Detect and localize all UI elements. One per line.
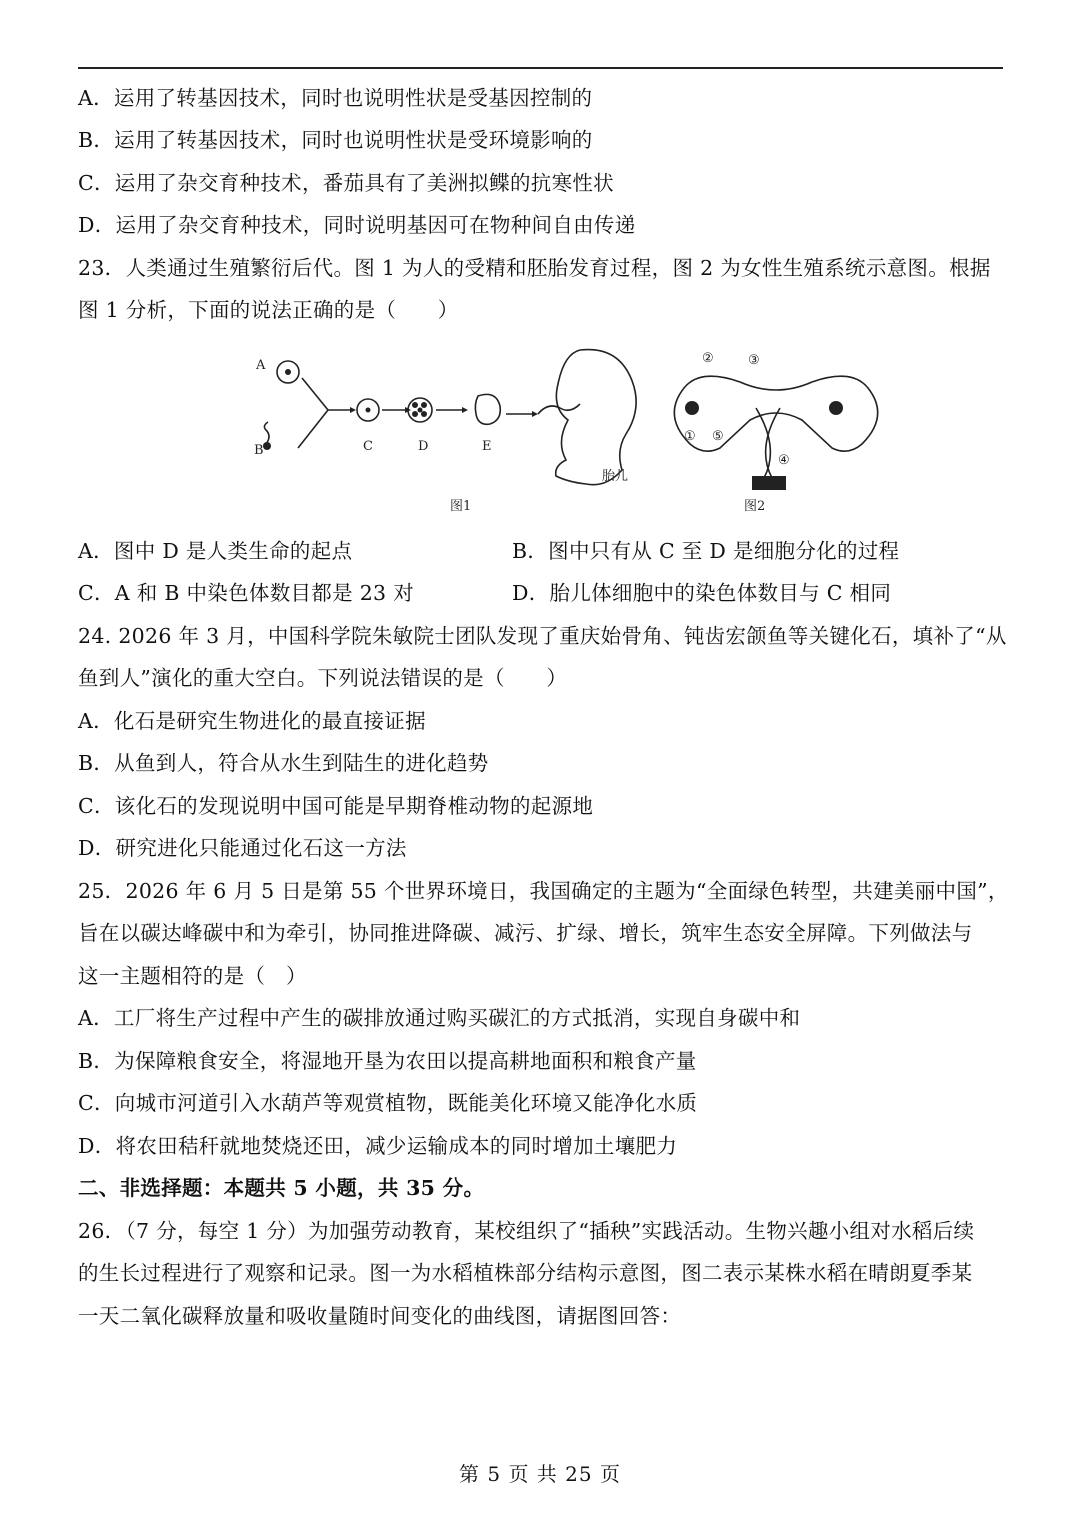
marker-1: ①	[684, 429, 696, 444]
q23-option-b: B．图中只有从 C 至 D 是细胞分化的过程	[512, 539, 900, 563]
label-a: A	[256, 358, 266, 373]
label-d: D	[418, 439, 429, 454]
q25-option-a: A．工厂将生产过程中产生的碳排放通过购买碳汇的方式抵消，实现自身碳中和	[78, 1006, 801, 1030]
section2-heading: 二、非选择题：本题共 5 小题，共 35 分。	[78, 1176, 485, 1200]
marker-4: ④	[778, 453, 790, 468]
q25-stem-line2: 旨在以碳达峰碳中和为牵引，协同推进降碳、减污、扩绿、增长，筑牢生态安全屏障。下列做法与	[78, 921, 973, 945]
q24-option-a: A．化石是研究生物进化的最直接证据	[78, 709, 426, 733]
label-e: E	[482, 439, 492, 454]
q26-stem-line2: 的生长过程进行了观察和记录。图一为水稻植株部分结构示意图，图二表示某株水稻在晴朗夏季某	[78, 1261, 973, 1285]
q26-stem-line1: 26．（7 分，每空 1 分）为加强劳动教育，某校组织了“插秧”实践活动。生物兴趣小组对水稻后续	[78, 1219, 975, 1243]
q24-stem-line2: 鱼到人”演化的重大空白。下列说法错误的是（ ）	[78, 666, 568, 690]
q24-option-b: B．从鱼到人，符合从水生到陆生的进化趋势	[78, 751, 489, 775]
marker-5: ⑤	[712, 429, 724, 444]
q25-option-b: B．为保障粮食安全，将湿地开垦为农田以提高耕地面积和粮食产量	[78, 1049, 697, 1073]
q25-stem-line1: 25．2026 年 6 月 5 日是第 55 个世界环境日，我国确定的主题为“全面绿色转型，共建美丽中国”，	[78, 879, 1009, 903]
q23-stem-line2: 图 1 分析，下面的说法正确的是（ ）	[78, 298, 459, 322]
q22-option-d: D．运用了杂交育种技术，同时说明基因可在物种间自由传递	[78, 213, 636, 237]
q23-option-c: C．A 和 B 中染色体数目都是 23 对	[78, 581, 415, 605]
q25-stem-line3: 这一主题相符的是（ ）	[78, 964, 307, 988]
q22-option-c: C．运用了杂交育种技术，番茄具有了美洲拟鲽的抗寒性状	[78, 171, 614, 195]
q24-stem-line1: 24. 2026 年 3 月，中国科学院朱敏院士团队发现了重庆始骨角、钝齿宏颌鱼等关键化石，填补了“从	[78, 624, 1007, 648]
label-c: C	[363, 439, 373, 454]
q25-option-c: C．向城市河道引入水葫芦等观赏植物，既能美化环境又能净化水质	[78, 1091, 698, 1115]
label-b: B	[254, 443, 264, 458]
q22-option-a: A．运用了转基因技术，同时也说明性状是受基因控制的	[78, 86, 593, 110]
uterus-cervix	[756, 408, 780, 486]
fetus-outline	[556, 350, 636, 485]
q23-option-d: D．胎儿体细胞中的染色体数目与 C 相同	[512, 581, 892, 605]
header-rule	[78, 67, 1003, 69]
embryo-e	[475, 394, 500, 424]
q24-option-d: D．研究进化只能通过化石这一方法	[78, 836, 407, 860]
q22-option-b: B．运用了转基因技术，同时也说明性状是受环境影响的	[78, 128, 593, 152]
q25-option-d: D．将农田秸秆就地焚烧还田，减少运输成本的同时增加土壤肥力	[78, 1134, 678, 1158]
figure1-caption: 图1	[450, 499, 472, 514]
q24-option-c: C．该化石的发现说明中国可能是早期脊椎动物的起源地	[78, 794, 594, 818]
marker-2: ②	[702, 351, 714, 366]
q23-option-a: A．图中 D 是人类生命的起点	[78, 539, 353, 563]
sperm-cell-b	[264, 422, 269, 444]
q26-stem-line3: 一天二氧化碳释放量和吸收量随时间变化的曲线图，请据图回答：	[78, 1304, 682, 1328]
q23-figure	[240, 342, 880, 520]
page-number: 第 5 页 共 25 页	[459, 1462, 621, 1486]
label-fetus: 胎儿	[602, 469, 629, 484]
figure2-caption: 图2	[744, 499, 766, 514]
marker-3: ③	[748, 353, 760, 368]
q23-stem-line1: 23．人类通过生殖繁衍后代。图 1 为人的受精和胚胎发育过程，图 2 为女性生殖系统示意图。根据	[78, 256, 991, 280]
